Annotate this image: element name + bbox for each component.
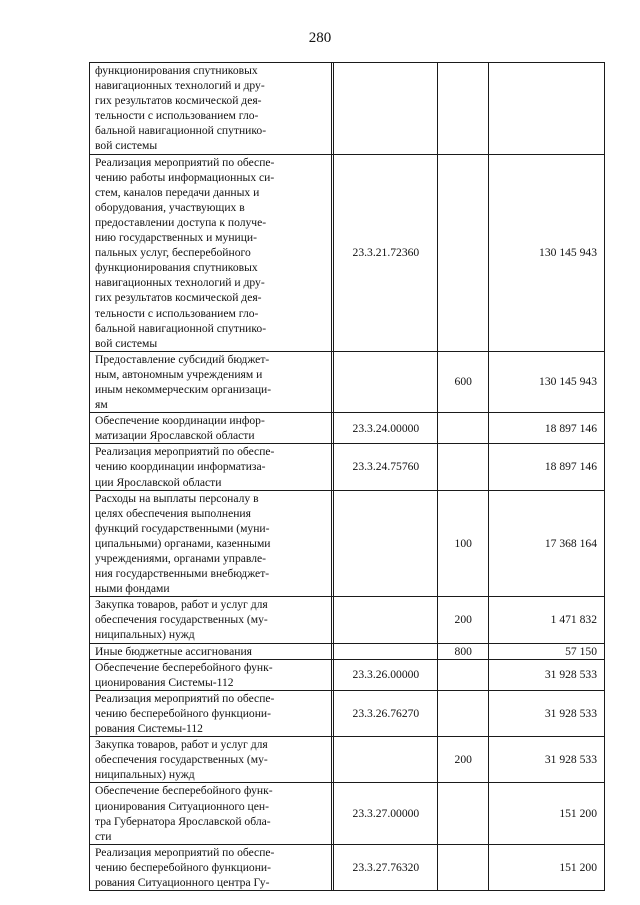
expense-type-cell bbox=[437, 844, 488, 890]
amount-cell: 57 150 bbox=[488, 643, 604, 659]
expense-type-cell: 800 bbox=[437, 643, 488, 659]
table-row bbox=[90, 413, 605, 444]
table-row bbox=[90, 63, 605, 155]
target-code-cell: 23.3.24.00000 bbox=[333, 413, 437, 444]
expense-type-cell bbox=[437, 413, 488, 444]
target-code-cell: 23.3.26.00000 bbox=[333, 659, 437, 690]
amount-cell: 31 928 533 bbox=[488, 659, 604, 690]
expense-name-cell bbox=[90, 490, 332, 597]
amount-cell: 17 368 164 bbox=[488, 490, 604, 597]
expense-name: Реализация мероприятий по обеспе- чению работы информационных си- стем, каналов передачи данных и оборудования, участвующих в предоставлении доступа к получе- нию государственных и муници- пальных услуг, бесперебойного функционирования спутниковых навигационных технологий и дру- гих результатов космической дея- тельности с использованием гло- бальной навигационной спутнико- вой системы bbox=[95, 155, 275, 350]
table-row bbox=[90, 783, 605, 844]
expense-name-cell bbox=[90, 690, 332, 736]
expense-name-cell bbox=[90, 154, 332, 351]
expense-name: Предоставление субсидий бюджет- ным, автономным учреждениям и иным некоммерческим организаци- ям bbox=[95, 352, 272, 412]
target-code-cell: 23.3.24.75760 bbox=[333, 444, 437, 490]
expense-name: Иные бюджетные ассигнования bbox=[95, 644, 252, 658]
expense-name-cell bbox=[90, 783, 332, 844]
table-row bbox=[90, 351, 605, 412]
table-row bbox=[90, 844, 605, 890]
table-row bbox=[90, 444, 605, 490]
amount-cell: 1 471 832 bbox=[488, 597, 604, 643]
amount-cell: 151 200 bbox=[488, 783, 604, 844]
expense-name-cell bbox=[90, 63, 332, 155]
target-code-cell: 23.3.26.76270 bbox=[333, 690, 437, 736]
target-code-cell bbox=[333, 63, 437, 155]
table-row bbox=[90, 643, 605, 659]
table-row bbox=[90, 154, 605, 351]
expense-name: Обеспечение координации инфор- матизации Ярославской области bbox=[95, 414, 265, 443]
expense-name: Расходы на выплаты персоналу в целях обеспечения выполнения функций государственными (муни- ципальными) органами, казенными учреждениями, органами управле- ния государственными внебюджет- ными фондами bbox=[95, 491, 271, 596]
expense-name-cell bbox=[90, 659, 332, 690]
expense-name: функционирования спутниковых навигационных технологий и дру- гих результатов космической дея- тельности с использованием гло- бальной навигационной спутнико- вой системы bbox=[95, 64, 267, 153]
expense-type-cell: 600 bbox=[437, 351, 488, 412]
expense-name: Закупка товаров, работ и услуг для обеспечения государственных (му- ниципальных) нужд bbox=[95, 598, 268, 642]
target-code-cell bbox=[333, 643, 437, 659]
expense-type-cell bbox=[437, 659, 488, 690]
amount-cell: 18 897 146 bbox=[488, 413, 604, 444]
expense-name: Обеспечение бесперебойного функ- ционирования Системы-112 bbox=[95, 660, 273, 689]
expense-name-cell bbox=[90, 351, 332, 412]
expense-type-cell bbox=[437, 690, 488, 736]
table-row bbox=[90, 490, 605, 597]
amount-cell: 130 145 943 bbox=[488, 351, 604, 412]
amount-cell bbox=[488, 63, 604, 155]
table-row bbox=[90, 659, 605, 690]
expense-type-cell bbox=[437, 63, 488, 155]
expense-name: Реализация мероприятий по обеспе- чению бесперебойного функциони- рования Системы-112 bbox=[95, 691, 275, 736]
page-number: 280 bbox=[308, 30, 332, 46]
expense-name: Реализация мероприятий по обеспе- чению бесперебойного функциони- рования Ситуационного центра Гу- bbox=[95, 845, 275, 889]
expense-type-cell: 100 bbox=[437, 490, 488, 597]
amount-cell: 31 928 533 bbox=[488, 737, 604, 783]
expense-name-cell bbox=[90, 643, 332, 659]
target-code-cell: 23.3.27.00000 bbox=[333, 783, 437, 844]
expense-type-cell bbox=[437, 154, 488, 351]
expense-name-cell bbox=[90, 413, 332, 444]
budget-table bbox=[89, 62, 605, 891]
expense-name-cell bbox=[90, 444, 332, 490]
expense-name: Обеспечение бесперебойного функ- ционирования Ситуационного цен- тра Губернатора Ярославской обла- сти bbox=[95, 784, 273, 843]
expense-type-cell: 200 bbox=[437, 737, 488, 783]
amount-cell: 151 200 bbox=[488, 844, 604, 890]
expense-type-cell: 200 bbox=[437, 597, 488, 643]
table-row bbox=[90, 597, 605, 643]
target-code-cell: 23.3.21.72360 bbox=[333, 154, 437, 351]
target-code-cell bbox=[333, 737, 437, 783]
table-row bbox=[90, 690, 605, 736]
target-code-cell bbox=[333, 597, 437, 643]
table-row bbox=[90, 737, 605, 783]
expense-name-cell bbox=[90, 844, 332, 890]
target-code-cell bbox=[333, 351, 437, 412]
target-code-cell bbox=[333, 490, 437, 597]
amount-cell: 31 928 533 bbox=[488, 690, 604, 736]
target-code-cell: 23.3.27.76320 bbox=[333, 844, 437, 890]
amount-cell: 130 145 943 bbox=[488, 154, 604, 351]
expense-type-cell bbox=[437, 783, 488, 844]
budget-table-body bbox=[90, 63, 605, 891]
amount-cell: 18 897 146 bbox=[488, 444, 604, 490]
expense-name-cell bbox=[90, 597, 332, 643]
expense-name: Закупка товаров, работ и услуг для обеспечения государственных (му- ниципальных) нужд bbox=[95, 738, 268, 782]
expense-type-cell bbox=[437, 444, 488, 490]
expense-name: Реализация мероприятий по обеспе- чению координации информатиза- ции Ярославской области bbox=[95, 445, 275, 489]
expense-name-cell bbox=[90, 737, 332, 783]
